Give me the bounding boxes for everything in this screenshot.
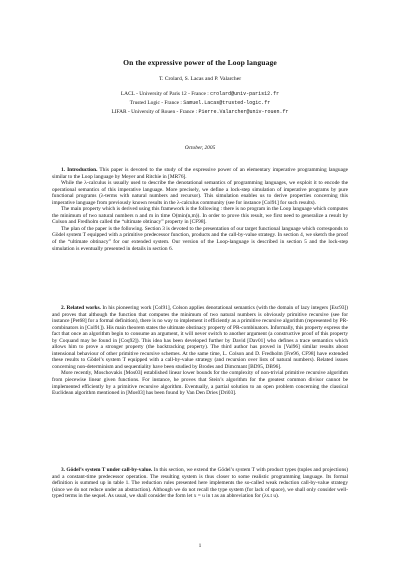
intro-paragraph-4: The plan of the paper is the following. Section 3 is devoted to the presentation of our target functional language which corresponds to Gödel system T equipped with a primitive predecessor function, products and the call-by-value strategy. In section 4, we sketch the proof of the “ultimate obtinacy” for our extended system. Our version of the Loop-language is described in section 5 and the lock-step simulation is eventually presented in details in section 6. (52, 225, 348, 252)
paper-date: October, 2005 (184, 145, 216, 151)
paper-title: On the expressive power of the Loop language (123, 58, 277, 67)
paper-authors: T. Crolard, S. Lacas and P. Valarcher (158, 76, 242, 82)
affiliation-2-text: Trusted Logic - France : (129, 100, 184, 106)
section-godel-system-t (52, 467, 348, 500)
intro-paragraph-2: While the λ-calculus is usually used to describe the denotational semantics of programming languages, we exploit it to encode the operational semantics of this imperative language. More precisely, we define a lock-step simulation of imperative programs by pure functional programs (λ-terms with natural numbers and recursor). This simulation enables us to derive properties concerning this imperative language from previously known results in the λ-calculus community (see for instance [Col91] for such results). (52, 180, 348, 206)
affiliation-3-email: Pierre.Valarcher@univ-rouen.fr (198, 109, 289, 115)
intro-heading: 1. Introduction. (61, 167, 98, 173)
affiliation-1 (0, 91, 400, 97)
affiliation-2 (0, 100, 400, 106)
page-number: 1 (198, 543, 202, 549)
intro-p1-text: This paper is devoted to the study of the expressive power of an elementary imperative programming language similar to the Loop language by Meyer and Ritchie in [MR76]. (52, 167, 348, 180)
godel-heading: 3. Gödel’s system T under call-by-value. (61, 467, 153, 473)
related-paragraph-2: More recently, Moschovakis [Mos03] established linear lower bounds for the complexity of non-trivial primitive recursive algorithm from piecewise linear given functions. For instance, he proves that Stein’s algorithm for the greatest common divisor cannot be implemented efficiently by a primitive recursive algorithm. Eventually, a partial solution to an open problem concerning the classical Euclidean algorithm mentioned in [Mos03] has been found by Van Den Dries [Dri03]. (52, 370, 348, 397)
related-heading: 2. Related works. (61, 305, 101, 311)
affiliation-2-email: Samuel.Lacas@trusted-logic.fr (183, 100, 271, 106)
affiliation-1-email: crolard@univ-paris12.fr (210, 91, 280, 97)
intro-paragraph-3: The main property which is derived using this framework is the following : there is no program in the Loop language which computes the minimum of two natural numbers n and m in time O(min(n,m)). In order to prove this result, we first need to generalize a result by Colson and Fredholm called the “ultimate obtinacy” property in [CF98]. (52, 206, 348, 226)
section-introduction (52, 167, 348, 252)
intro-paragraph-1 (52, 167, 348, 180)
affiliation-3-text: LIFAR - University of Rouen - France : (111, 109, 199, 115)
section-related-works (52, 305, 348, 397)
affiliation-3 (0, 109, 400, 115)
godel-p1-text: In this section, we extend the Gödel’s system T with product types (tuples and projections) and a constant-time predecessor operation. The resulting system is thus closer to some realistic programming language. Its formal definition is summed up in table 1. The reduction rules presented here implements the so-called weak reduction call-by-value strategy (since we do not reduce under an abstraction). Although we do not recall the type system (for lack of space), we shall only consider well-typed terms in the sequel. As usual, we shall consider the form let x = u in t as an abbreviation for (λx.t u). (52, 467, 348, 500)
affiliation-1-text: LACL - University of Paris 12 - France : (120, 91, 211, 97)
related-paragraph-1 (52, 305, 348, 370)
related-p1-text: In his pioneering work [Col91], Colson applies denotational semantics (with the domain of lazy integers [Esc93]) and proves that although the function that computes the minimum of two natural numbers is obviously primitive recursive (see for instance [Pet68] for a formal definition), there is no way to implement it efficiently as a primitive recursive algorithm (represented by PR-combinators in [Col91]). His main theorem states the ultimate obstinacy property of PR-combinators. Informally, this property express the fact that once an algorithm begin to consume an argument, it will never switch to another argument (a constructive proof of this property by Coquand may be found in [Coq92]). This idea has been developed further by David [Dav01] who defines a trace semantics which allows him to prove a stronger property (the backtracking property). The third author has proved in [Val96] similar results about intensional behaviour of other primitive recursive schemes. At the same time, L. Colson and D. Fredholm [Fre96, CF98] have extended these results to Gödel’s system T equipped with a call-by-value strategy (and recursion over lists of natural numbers). Related issues concerning non-determinism and sequentiality have been studied by Brodes and Dimcmant [BD95, DB96]. (52, 305, 348, 370)
godel-paragraph-1 (52, 467, 348, 500)
